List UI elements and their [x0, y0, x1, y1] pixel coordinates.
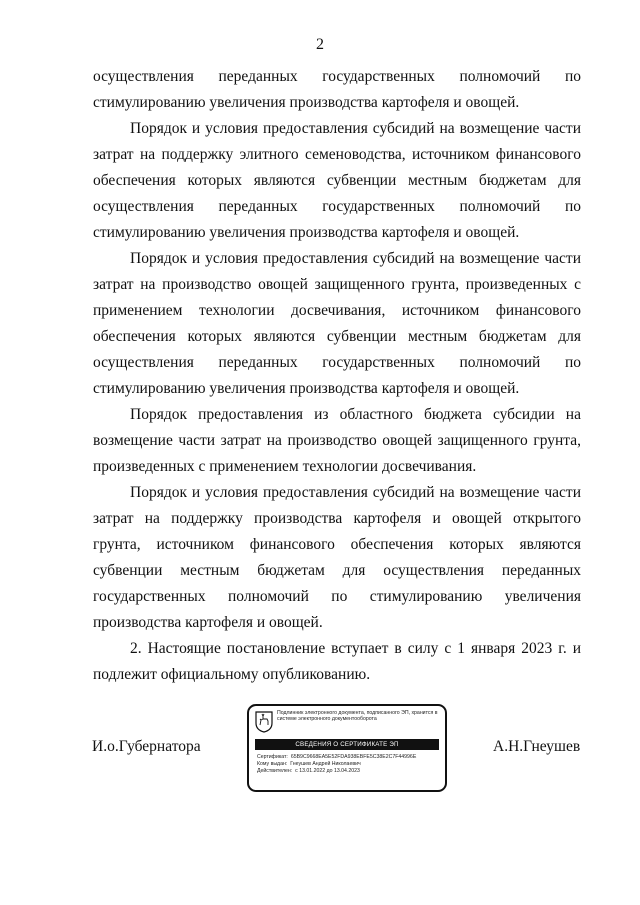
- owner-row: [257, 761, 443, 768]
- stamp-details: [257, 754, 443, 775]
- owner-label: Кому выдан:: [257, 761, 288, 767]
- certificate-label: Сертификат:: [257, 754, 288, 760]
- validity-label: Действителен:: [257, 768, 293, 774]
- stamp-header: СВЕДЕНИЯ О СЕРТИФИКАТЕ ЭП: [255, 739, 439, 750]
- signatory-position: И.о.Губернатора: [92, 738, 201, 755]
- paragraph-4: Порядок предоставления из областного бюджета субсидии на возмещение части затрат на производство овощей защищенного грунта, произведенных с применением технологии досвечивания.: [93, 406, 581, 475]
- paragraph-3: Порядок и условия предоставления субсидий на возмещение части затрат на производство овощей защищенного грунта, произведенных с применением технологии досвечивания, источником финансового обеспечения которых являются субвенции местным бюджетам для осуществления переданных государственных полномочий по стимулированию увеличения производства картофеля и овощей.: [93, 250, 581, 397]
- paragraph-5: Порядок и условия предоставления субсидий на возмещение части затрат на поддержку производства картофеля и овощей открытого грунта, источником финансового обеспечения которых являются субвенции местным бюджетам для осуществления переданных государственных полномочий по стимулированию увеличения производства картофеля и овощей.: [93, 484, 581, 631]
- paragraph-6: 2. Настоящие постановление вступает в силу с 1 января 2023 г. и подлежит официальному опубликованию.: [93, 640, 581, 683]
- signatory-name: А.Н.Гнеушев: [493, 738, 581, 755]
- certificate-row: [257, 754, 443, 761]
- page-number: 2: [316, 36, 324, 53]
- stamp-note: Подлинник электронного документа, подписанного ЭП, хранится в системе электронного документооборота: [277, 710, 438, 723]
- electronic-signature-stamp: [247, 704, 447, 792]
- validity-row: [257, 768, 443, 775]
- paragraph-2: Порядок и условия предоставления субсидий на возмещение части затрат на поддержку элитного семеноводства, источником финансового обеспечения которых являются субвенции местным бюджетам для осуществления переданных государственных полномочий по стимулированию увеличения производства картофеля и овощей.: [93, 120, 581, 241]
- owner-value: Гнеушев Андрей Николаевич: [290, 761, 361, 767]
- deer-coat-of-arms-icon: [255, 711, 273, 733]
- paragraph-1: осуществления переданных государственных полномочий по стимулированию увеличения производства картофеля и овощей.: [93, 68, 581, 111]
- certificate-value: 65B9C9668EA5E52FDA938EBFE5C38E2C7F44996E: [290, 754, 417, 760]
- validity-value: с 13.01.2022 до 13.04.2023: [295, 768, 360, 774]
- document-body: [93, 64, 581, 688]
